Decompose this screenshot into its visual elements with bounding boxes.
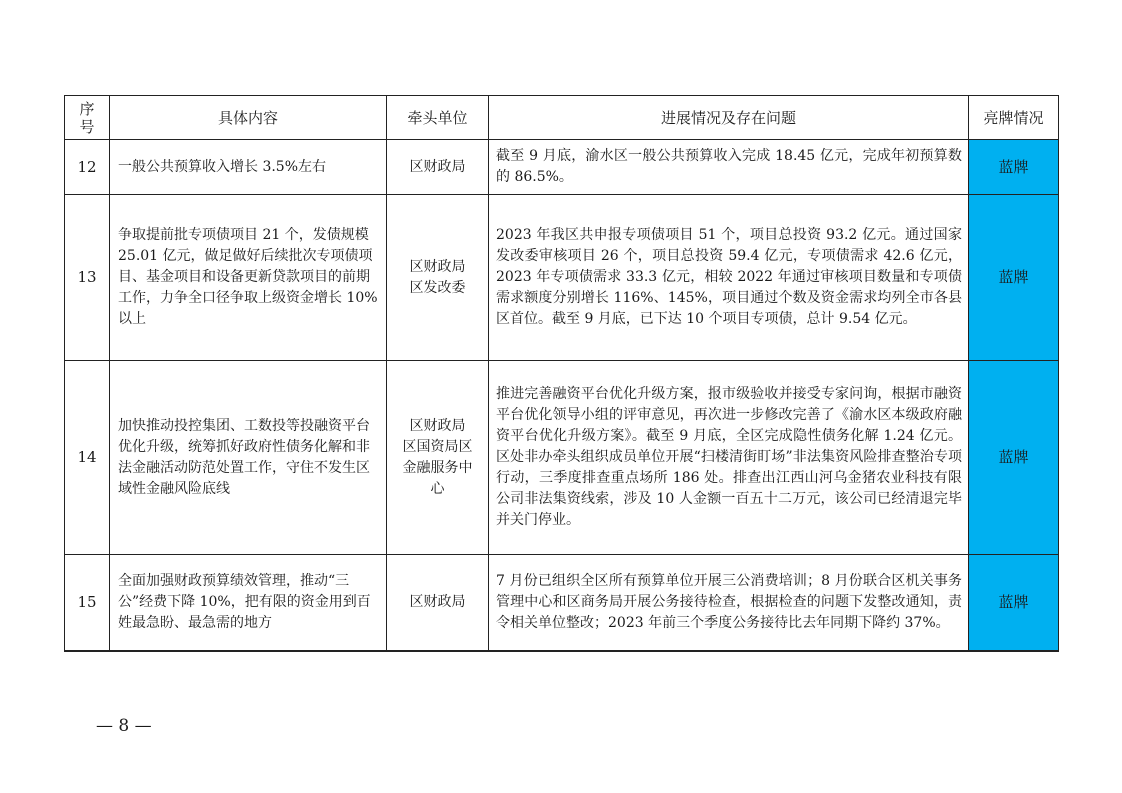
rating-badge: 蓝牌 <box>969 140 1059 195</box>
row-content: 加快推动投控集团、工数投等投融资平台优化升级，统筹抓好政府性债务化解和非法金融活动防范处置工作，守住不发生区域性金融风险底线 <box>110 361 387 555</box>
row-progress: 2023 年我区共申报专项债项目 51 个，项目总投资 93.2 亿元。通过国家发改委审核项目 26 个，项目总投资 59.4 亿元，专项债需求 42.6 亿元，2023 年专项债需求 33.3 亿元，相较 2022 年通过审核项目数量和专项债需求额度分别增长 116%、145%，项目通过个数及资金需求均列全市各县区首位。截至 9 月底，已下达 10 个项目专项债，总计 9.54 亿元。 <box>489 195 969 361</box>
header-seq <box>65 96 110 140</box>
header-progress: 进展情况及存在问题 <box>489 96 969 140</box>
lead-unit-line: 区国资局区 <box>402 438 473 455</box>
table-header-row <box>65 96 1059 140</box>
row-seq: 14 <box>65 361 110 555</box>
row-seq: 12 <box>65 140 110 195</box>
header-content: 具体内容 <box>110 96 387 140</box>
row-progress: 截至 9 月底，渝水区一般公共预算收入完成 18.45 亿元，完成年初预算数的 86.5%。 <box>489 140 969 195</box>
row-lead-unit <box>387 361 489 555</box>
header-seq-label: 序号 <box>79 99 95 136</box>
row-content: 一般公共预算收入增长 3.5%左右 <box>110 140 387 195</box>
row-lead-unit <box>387 195 489 361</box>
table-row <box>65 361 1059 555</box>
row-seq: 13 <box>65 195 110 361</box>
row-progress: 7 月份已组织全区所有预算单位开展三公消费培训；8 月份联合区机关事务管理中心和区商务局开展公务接待检查，根据检查的问题下发整改通知，责令相关单位整改；2023 年前三个季度公务接待比去年同期下降约 37%。 <box>489 555 969 651</box>
rating-badge: 蓝牌 <box>969 555 1059 651</box>
lead-unit-line: 区财政局 <box>409 158 466 175</box>
row-lead-unit <box>387 140 489 195</box>
row-content: 全面加强财政预算绩效管理，推动“三公”经费下降 10%，把有限的资金用到百姓最急盼、最急需的地方 <box>110 555 387 651</box>
row-seq: 15 <box>65 555 110 651</box>
lead-unit-line: 区财政局 <box>409 417 466 434</box>
header-lead-unit: 牵头单位 <box>387 96 489 140</box>
rating-badge: 蓝牌 <box>969 195 1059 361</box>
table-row <box>65 140 1059 195</box>
row-content: 争取提前批专项债项目 21 个，发债规模 25.01 亿元，做足做好后续批次专项债项目、基金项目和设备更新贷款项目的前期工作，力争全口径争取上级资金增长 10%以上 <box>110 195 387 361</box>
page-number: — 8 — <box>96 716 152 736</box>
row-lead-unit <box>387 555 489 651</box>
lead-unit-line: 金融服务中 <box>402 459 473 476</box>
table-row <box>65 195 1059 361</box>
lead-unit-line: 区财政局 <box>409 258 466 275</box>
table-row <box>65 555 1059 651</box>
rating-badge: 蓝牌 <box>969 361 1059 555</box>
header-rating: 亮牌情况 <box>969 96 1059 140</box>
row-progress: 推进完善融资平台优化升级方案，报市级验收并接受专家问询，根据市融资平台优化领导小组的评审意见，再次进一步修改完善了《渝水区本级政府融资平台优化升级方案》。截至 9 月底，全区完成隐性债务化解 1.24 亿元。区处非办牵头组织成员单位开展“扫楼清街盯场”非法集资风险排查整治专项行动，三季度排查重点场所 186 处。排查出江西山河乌金猪农业科技有限公司非法集资线索，涉及 10 人金额一百五十二万元，该公司已经清退完毕并关门停业。 <box>489 361 969 555</box>
lead-unit-line: 区财政局 <box>409 593 466 610</box>
progress-table <box>64 95 1059 652</box>
lead-unit-line: 心 <box>430 480 445 497</box>
lead-unit-line: 区发改委 <box>409 279 466 296</box>
